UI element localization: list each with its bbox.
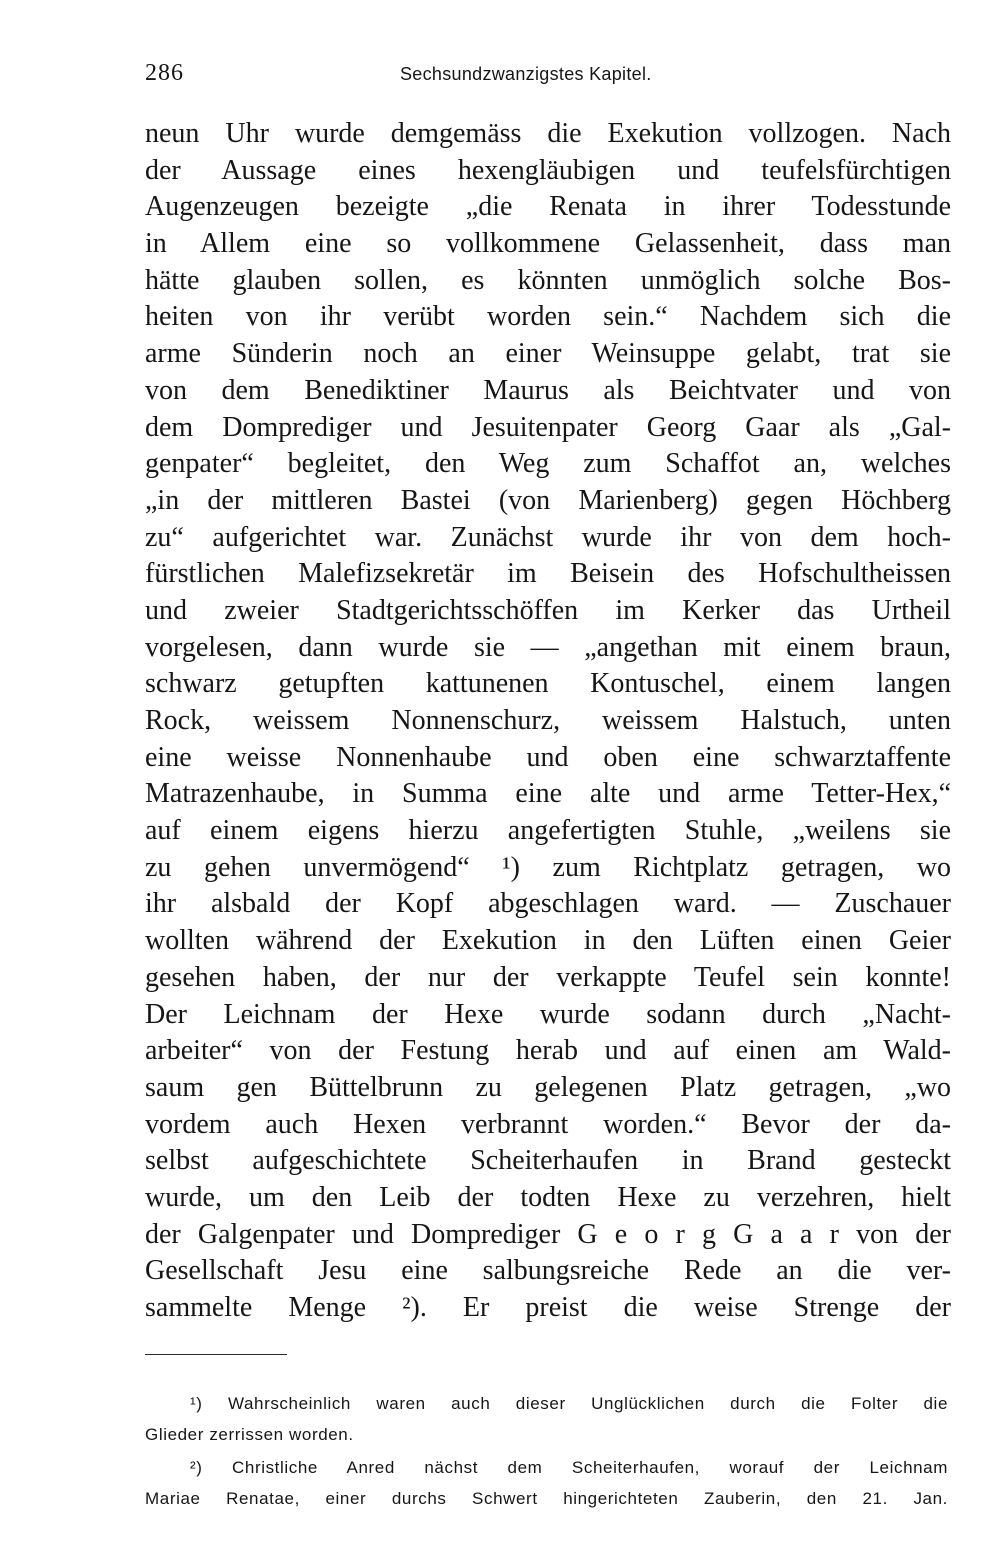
text-line: wurde, um den Leib der todten Hexe zu verzehren, hielt <box>145 1181 951 1213</box>
text-line: in Allem eine so vollkommene Gelassenheit, dass man <box>145 228 951 260</box>
text-line: Rock, weissem Nonnenschurz, weissem Halstuch, unten <box>145 705 951 736</box>
text-line: sammelte Menge ²). Er preist die weise Strenge der <box>145 1292 951 1323</box>
footnote-line: Glieder zerrissen worden. <box>145 1425 354 1444</box>
page-number: 286 <box>145 60 184 86</box>
text-line: selbst aufgeschichtete Scheiterhaufen in Brand gesteckt <box>145 1145 951 1177</box>
text-line: zu“ aufgerichtet war. Zunächst wurde ihr von dem hoch- <box>145 521 951 553</box>
body-text <box>145 116 951 1327</box>
text-line: fürstlichen Malefizsekretär im Beisein des Hofschultheissen <box>145 558 951 590</box>
text-line: ihr alsbald der Kopf abgeschlagen ward. — Zuschauer <box>145 888 951 920</box>
text-line: schwarz getupften kattunenen Kontuschel, einem langen <box>145 668 951 700</box>
text-line: genpater“ begleitet, den Weg zum Schaffot an, welches <box>145 448 951 480</box>
page-header <box>145 60 950 90</box>
footnote-line: ¹) Wahrscheinlich waren auch dieser Unglücklichen durch die Folter die <box>190 1394 948 1413</box>
text-line: und zweier Stadtgerichtsschöffen im Kerker das Urtheil <box>145 594 951 626</box>
footnote-1 <box>145 1388 948 1450</box>
text-line: Der Leichnam der Hexe wurde sodann durch „Nacht- <box>145 998 951 1030</box>
text-line: der Galgenpater und Domprediger G e o r g G a a r von der <box>145 1218 951 1250</box>
running-head: Sechsundzwanzigstes Kapitel. <box>400 64 652 84</box>
footnote-line: Mariae Renatae, einer durchs Schwert hingerichteten Zauberin, den 21. Jan. <box>145 1489 948 1508</box>
text-line: der Aussage eines hexengläubigen und teufelsfürchtigen <box>145 154 951 186</box>
text-line: eine weisse Nonnenhaube und oben eine schwarztaffente <box>145 741 951 773</box>
text-line: Matrazenhaube, in Summa eine alte und arme Tetter-Hex,“ <box>145 778 951 810</box>
text-line: vorgelesen, dann wurde sie — „angethan mit einem braun, <box>145 631 951 663</box>
footnote-line: ²) Christliche Anred nächst dem Scheiterhaufen, worauf der Leichnam <box>190 1458 948 1477</box>
text-line: heiten von ihr verübt worden sein.“ Nachdem sich die <box>145 301 951 333</box>
text-line: „in der mittleren Bastei (von Marienberg) gegen Höchberg <box>145 484 951 516</box>
footnote-2 <box>145 1452 948 1514</box>
footnotes <box>145 1388 948 1514</box>
text-line: wollten während der Exekution in den Lüften einen Geier <box>145 925 951 957</box>
text-line: auf einem eigens hierzu angefertigten Stuhle, „weilens sie <box>145 815 951 847</box>
text-line: arme Sünderin noch an einer Weinsuppe gelabt, trat sie <box>145 338 951 370</box>
text-line: vordem auch Hexen verbrannt worden.“ Bevor der da- <box>145 1108 951 1140</box>
text-line: hätte glauben sollen, es könnten unmöglich solche Bos- <box>145 264 951 296</box>
text-line: dem Domprediger und Jesuitenpater Georg Gaar als „Gal- <box>145 411 951 443</box>
text-line: neun Uhr wurde demgemäss die Exekution vollzogen. Nach <box>145 118 951 149</box>
text-line: Augenzeugen bezeigte „die Renata in ihrer Todesstunde <box>145 191 951 223</box>
text-line: von dem Benediktiner Maurus als Beichtvater und von <box>145 374 951 406</box>
text-line: Gesellschaft Jesu eine salbungsreiche Rede an die ver- <box>145 1255 951 1287</box>
text-line: saum gen Büttelbrunn zu gelegenen Platz getragen, „wo <box>145 1071 951 1103</box>
text-line: zu gehen unvermögend“ ¹) zum Richtplatz getragen, wo <box>145 851 951 883</box>
text-line: arbeiter“ von der Festung herab und auf einen am Wald- <box>145 1035 951 1067</box>
footnote-rule <box>145 1354 287 1355</box>
text-line: gesehen haben, der nur der verkappte Teufel sein konnte! <box>145 961 951 993</box>
